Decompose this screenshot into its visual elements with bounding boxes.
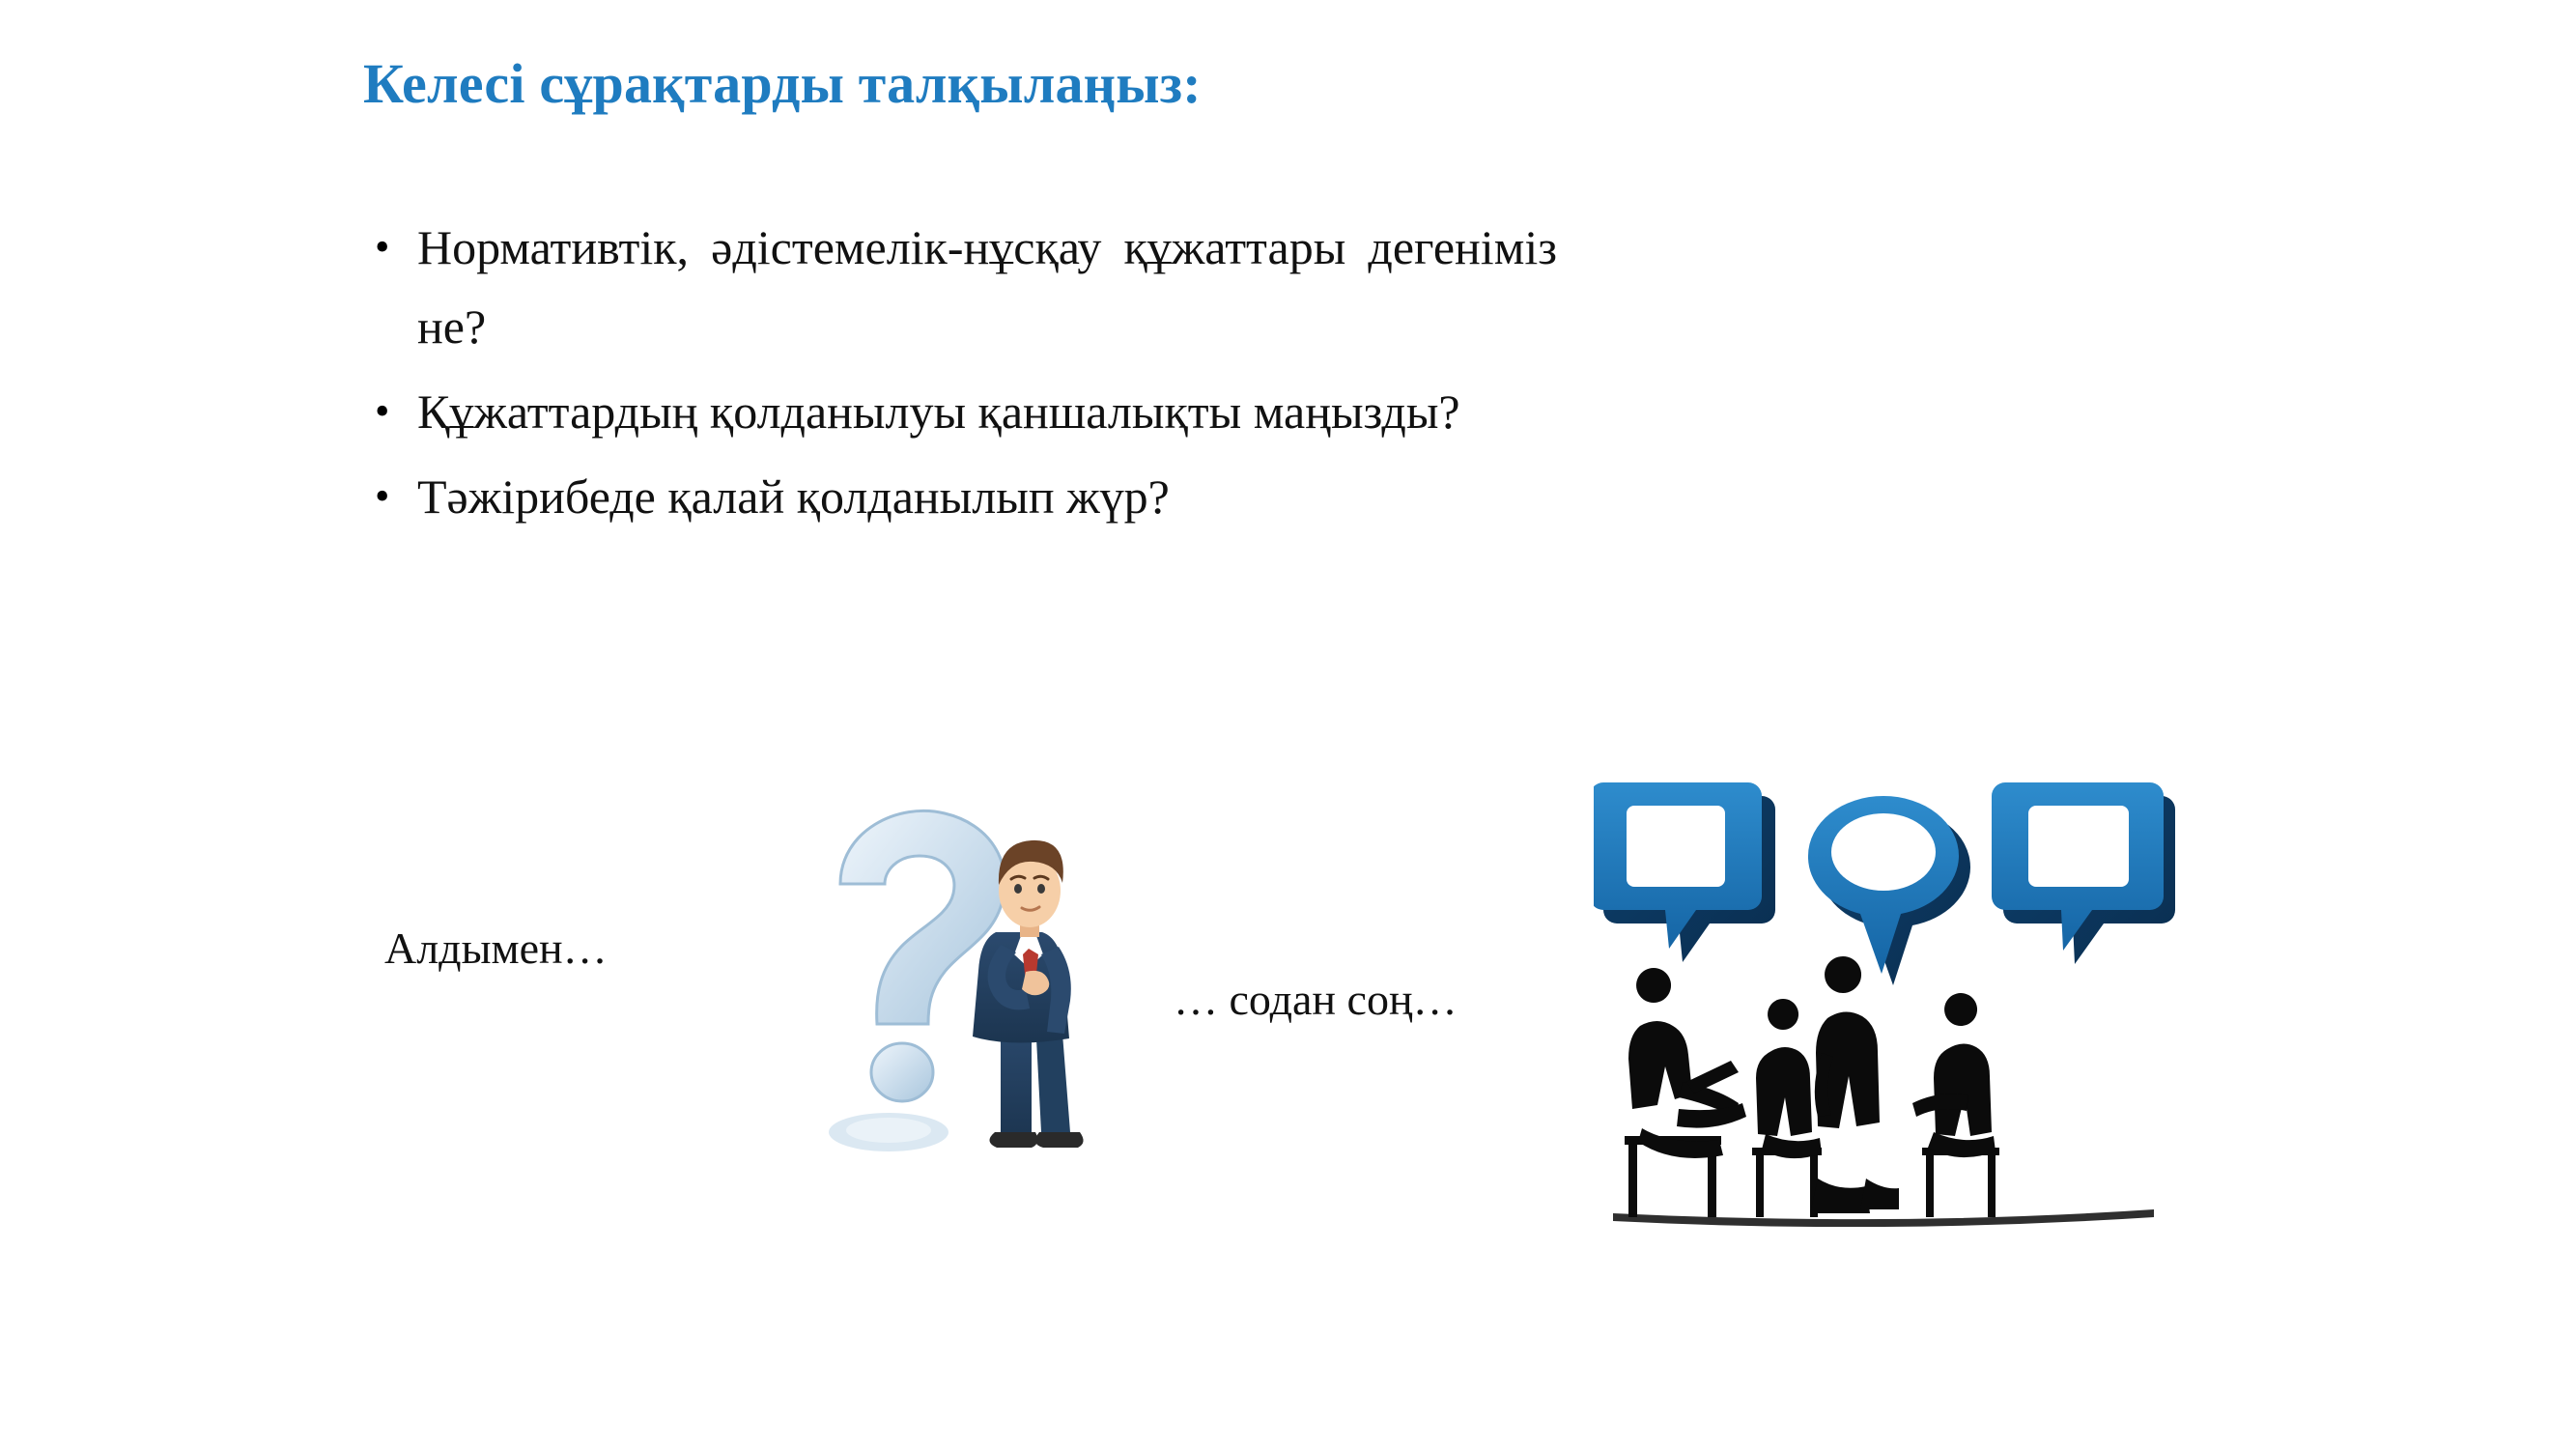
list-item (363, 372, 2198, 451)
seated-people-silhouettes (1613, 956, 2154, 1227)
next-step-label: … содан соң… (1174, 975, 1458, 1024)
speech-bubble-right (1992, 782, 2175, 964)
first-step-label: Алдымен… (384, 923, 608, 973)
list-item (363, 457, 2198, 536)
list-item-label: Нормативтік, әдістемелік-нұсқау құжаттары дегеніміз не? (417, 220, 1557, 354)
speech-bubble-left (1594, 782, 1775, 962)
bullet-marker: • (375, 223, 390, 270)
bullet-marker: • (375, 387, 390, 435)
list-item-label: Құжаттардың қолданылуы қаншалықты маңызды? (417, 384, 1460, 439)
speech-bubble-middle (1808, 796, 1970, 985)
bullet-list (363, 208, 2198, 542)
page-title: Келесі сұрақтарды талқылаңыз: (363, 52, 1202, 115)
list-item-label: Тәжірибеде қалай қолданылып жүр? (417, 469, 1170, 524)
discussion-group-icon (1594, 763, 2193, 1227)
question-mark-thinker-icon (773, 792, 1178, 1198)
bullet-marker: • (375, 472, 390, 520)
list-item (363, 208, 2198, 366)
